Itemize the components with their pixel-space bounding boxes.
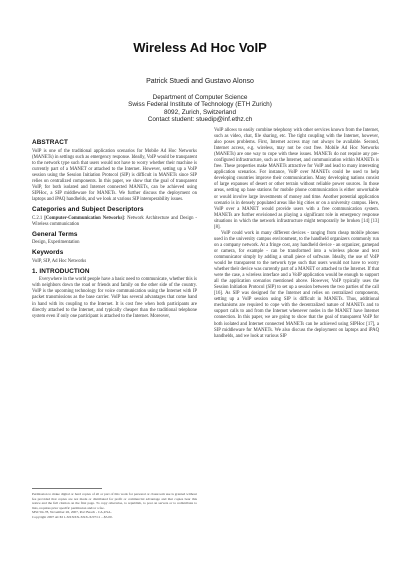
keywords-heading: Keywords — [32, 249, 64, 257]
permission-notice: Permission to make digital or hard copies of all or part of this work for personal or classroom use is granted without fee provided that copies are not made or distributed for profit or commercial advantage and that copies bear this notice and the full citation on the first page. To copy otherwise, to republish, to post on servers or to redistribute to lists, requires prior specific permission and/or a fee. — [32, 492, 197, 510]
copyright-footnote — [32, 492, 197, 519]
category-id: C.2.1 — [32, 215, 43, 221]
contact-email: Contact student: stuedip@inf.ethz.ch — [147, 116, 253, 124]
general-terms-text: Design, Experimentation — [32, 240, 80, 246]
body-paragraph: VoIP could work in many different devices - ranging from cheap mobile phones used in the university campus environment, to the handheld organizers commonly run on a company network. At a fringe cost, any handheld device - an organizer, gamepad or camera, for example - can be transformed into a wireless phone and text communicator simply by adding a small piece of software. Ideally, the use of VoIP would be transparent to the network type such that users would not have to worry whether their device was currently part of a MANET or attached to the Internet. If that were the case, a wireless interface and a VoIP application would be enough to support all the application scenarios mentioned above. However, VoIP typically uses the Session Initiation Protocol (SIP) to set up a session between the two parties of the call [16]. As SIP was designed for the Internet and relies on centralized components, setting up a VoIP session using SIP is difficult in MANETs. Thus, additional mechanisms are required to cope with the decentralized nature of MANETs and to support calls to and from the Internet whenever nodes in the MANET have Internet connection. In this paper, we are going to show that the goal of transparent VoIP for both isolated and Internet connected MANETs can be achieved using SIPHoc [17], a SIP middleware for MANETs. We also discuss the deployment on laptops and iPAQ handhelds, and we look at various SIP — [214, 230, 379, 339]
categories-heading: Categories and Subject Descriptors — [32, 205, 144, 213]
right-column — [214, 128, 379, 340]
general-terms-heading: General Terms — [32, 230, 78, 238]
author-names: Patrick Stuedi and Gustavo Alonso — [146, 78, 254, 85]
conference-info: MSC'04-78, November 26, 2007, Port Beach - CA,USA. — [32, 510, 112, 514]
paper-title: Wireless Ad Hoc VoIP — [133, 40, 267, 55]
affiliation-line: Swiss Federal Institute of Technology (ETH Zurich) — [128, 101, 272, 109]
copyright-line: Copyright 2007 ACM 1-XXXXX-XXX-X/07/11 ...$5.00. — [32, 514, 113, 519]
affiliation-line: Department of Computer Science — [152, 94, 248, 101]
abstract-text: VoIP is one of the traditional application scenarios for Mobile Ad Hoc Networks (MANETs) in settings such as emergency response. Ideally, VoIP would be transparent to the network type such that users would not have to worry whether their machine is currently part of a MANET or attached to the Internet. However, setting up a VoIP session using the Session Initiation Protocol (SIP) is difficult in MANETs since SIP relies on centralized components. In this paper, we show that the goal of transparent VoIP, for both isolated and Internet connected MANETs, can be achieved using SIPHoc, a SIP middleware for MANETs. We further discuss the deployment on laptops and iPAQ handhelds, and we look at various SIP interoperability issues. — [32, 148, 197, 202]
introduction-text: Everywhere in the world people have a basic need to communicate, whether this is with neighbors down the road or friends and family on the other side of the country. VoIP is the upcoming technology for voice communication using the Internet with IP packet transmissions as the base carrier. VoIP has several advantages that come hand in hand with its coupling to the Internet. It is cost free when both participants are directly attached to the Internet, and typically cheaper than the traditional telephone system even if only one participant is attached to the Internet. Moreover, — [32, 277, 197, 319]
category-description: : Network Architecture and Design - Wireless communication — [32, 215, 198, 227]
left-column — [32, 140, 197, 320]
author-affiliation — [40, 94, 360, 124]
keywords-text: VoIP, SIP, Ad Hoc Networks — [32, 258, 87, 264]
categories-text — [32, 216, 197, 228]
abstract-heading: ABSTRACT — [32, 139, 68, 146]
introduction-heading: 1. INTRODUCTION — [32, 267, 90, 275]
affiliation-line: 8092, Zurich, Switzerland — [163, 108, 237, 116]
category-name: [Computer-Communication Networks] — [44, 215, 124, 221]
footnote-divider — [32, 488, 102, 489]
body-paragraph: VoIP allows to easily combine telephony with other services known from the Internet, such as video, chat, file sharing, etc. The tight coupling with the Internet, however, also poses problems. First, Internet access may not always be available. Second, Internet access, e.g. wireless, may not be cost free. Mobile Ad Hoc Networks (MANETs) are one way to cope with these issues. MANETs do not require any pre-configured infrastructure, such as the Internet, and communication within MANETs is free. These properties make MANETs attractive for VoIP and lead to many interesting application scenarios. For instance, VoIP over MANETs could be used to help developing countries improve their communication. Many developing nations consist of large expanses of desert or other terrain without reliable power sources. In those areas, setting up base stations for mobile phone communication is either unworkable or would involve large investments of money and time. Another potential application scenario is in densely populated areas like big cities or on a university campus. Here, VoIP over a MANET would provide users with a free communication system. MANETs are further envisioned as playing a significant role in emergency response situations in which the network infrastructure might temporarily be broken [14] [13] [8]. — [214, 128, 379, 230]
